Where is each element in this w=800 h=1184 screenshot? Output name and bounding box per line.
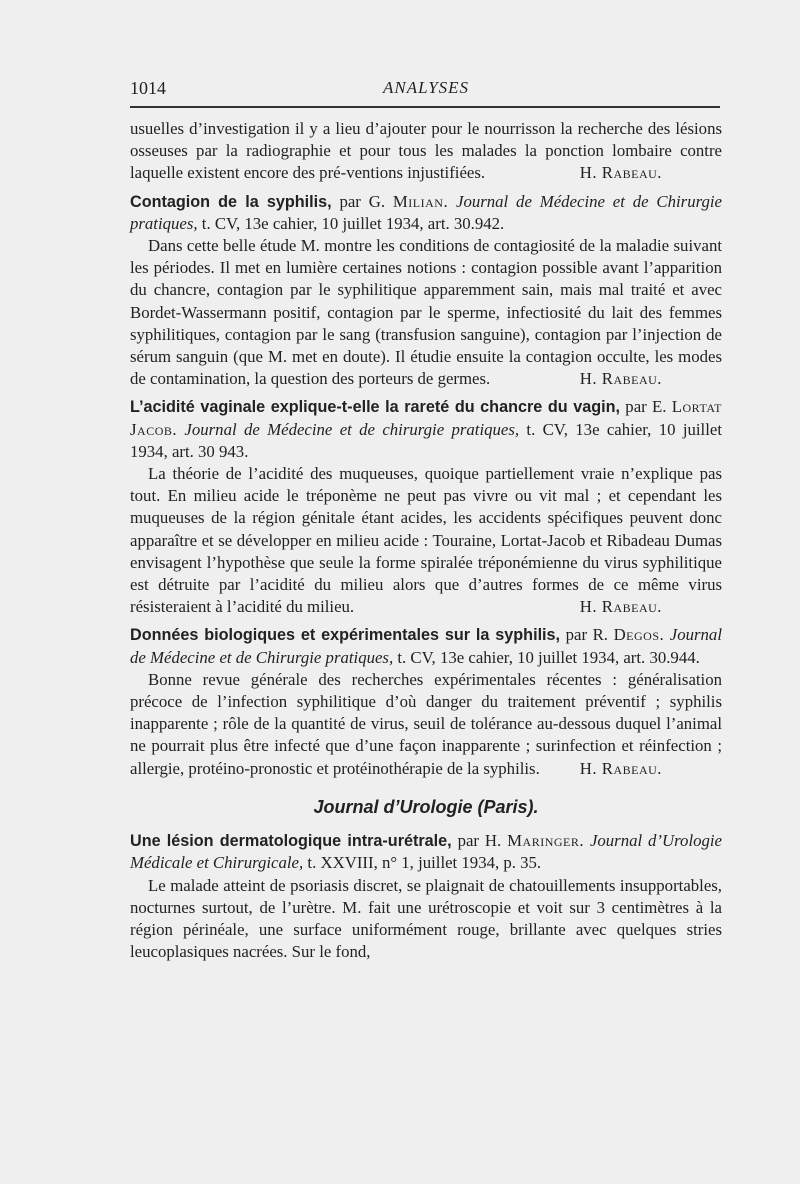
entry-journal: Journal d’Urologie Médicale et Chirurgicale, bbox=[130, 831, 722, 873]
entry-journal: Journal de Médecine et de Chirurgie pratiques, bbox=[130, 191, 722, 233]
intro-text: usuelles d’investigation il y a lieu d’ajouter pour le nourrisson la recherche des lésions osseuses par la radiographie et pour tous les malades la ponction lombaire contre laquelle existent encore des pré-ventions injustifiées. bbox=[130, 119, 722, 183]
entry-by: par H. bbox=[457, 831, 502, 851]
entry-body: La théorie de l’acidité des muqueuses, quoique partiellement vraie n’explique pas tout. En milieu acide le tréponème ne peut pas vivre ou vit mal ; et cependant les muqueuses de la région génitale étant acides, les accidents spécifiques peuvent donc apparaître et se développer en milieu acide : Touraine, Lortat-Jacob et Ribadeau Dumas envisagent l’hypothèse que seule la forme spiralée tréponémienne du virus syphilitique est détruite par l’acidité du milieu alors que d’autres formes de ce même virus résisteraient à l’acidité du milieu. bbox=[130, 464, 722, 617]
entry-title: Contagion de la syphilis, bbox=[130, 192, 332, 211]
entry-journal: Journal de Médecine et de Chirurgie pratiques, bbox=[130, 625, 722, 667]
entry-author: Lortat Jacob. bbox=[130, 397, 723, 439]
entry-author: Maringer. bbox=[507, 831, 585, 851]
section-heading: Journal d’Urologie (Paris). bbox=[313, 796, 539, 817]
signature: H. Rabeau. bbox=[579, 369, 662, 389]
entry-title: Une lésion dermatologique intra-urétrale, bbox=[130, 832, 452, 851]
abstract-entry-4 bbox=[130, 830, 722, 963]
entry-by: par R. bbox=[565, 625, 608, 645]
entry-journal: Journal de Médecine et de chirurgie pratiques, bbox=[184, 419, 520, 439]
entry-reference: t. CV, 13e cahier, 10 juillet 1934, art. 30.942. bbox=[201, 213, 505, 233]
entry-body: Le malade atteint de psoriasis discret, se plaignait de chatouillements insupportables, nocturnes surtout, de l’urètre. M. fait une urétroscopie et voit sur 3 centimètres à la région périnéale, une surface uniformément rouge, brillante avec quelques stries leucoplasiques nacrées. Sur le fond, bbox=[130, 875, 722, 962]
entry-author: Degos. bbox=[613, 625, 665, 645]
entry-body: Dans cette belle étude M. montre les conditions de contagiosité de la maladie suivant les périodes. Il met en lumière certaines notions : contagion possible avant l’apparition du chancre, contagion par le syphilitique apparemment sain, mais mal traité et avec Bordet-Wassermann positif, contagion par le sperme, infectiosité du lait des femmes syphilitiques, contagion par le sang (transfusion sanguine), contagion par l’injection de sérum sanguin (que M. met en doute). Il étudie ensuite la contagion occulte, les modes de contamination, la question des porteurs de germes. bbox=[130, 236, 722, 389]
entry-reference: t. CV, 13e cahier, 10 juillet 1934, art. 30 943. bbox=[130, 419, 722, 461]
entry-title: Données biologiques et expérimentales sur la syphilis, bbox=[130, 626, 561, 645]
signature: H. Rabeau. bbox=[579, 758, 662, 778]
abstract-entry-2 bbox=[130, 396, 722, 618]
abstract-entry-3 bbox=[130, 624, 722, 779]
abstract-entry-1 bbox=[130, 191, 722, 391]
signature: H. Rabeau. bbox=[579, 597, 662, 617]
entry-reference: t. CV, 13e cahier, 10 juillet 1934, art. 30.944. bbox=[397, 647, 700, 667]
entry-by: par G. bbox=[339, 191, 386, 211]
page-number: 1014 bbox=[130, 78, 166, 98]
entry-reference: t. XXVIII, n° 1, juillet 1934, p. 35. bbox=[307, 853, 542, 873]
entry-body: Bonne revue générale des recherches expérimentales récentes : généralisation précoce de l’infection syphilitique d’où danger du traitement préventif ; syphilis inapparente ; rôle de la quantité de virus, seuil de tolérance au-dessous duquel l’animal ne pourrait plus être infecté que d’une façon inapparente ; surinfection et réinfection ; allergie, protéino-pronostic et protéinothérapie de la syphilis. bbox=[130, 669, 722, 778]
running-head: ANALYSES bbox=[382, 78, 470, 97]
signature: H. Rabeau. bbox=[579, 163, 662, 183]
intro-paragraph bbox=[130, 118, 722, 185]
entry-by: par E. bbox=[625, 397, 667, 417]
page-body bbox=[130, 118, 722, 963]
page-header bbox=[130, 78, 722, 100]
entry-title: L’acidité vaginale explique-t-elle la rareté du chancre du vagin, bbox=[130, 398, 620, 417]
header-rule bbox=[130, 106, 720, 108]
entry-author: Milian. bbox=[392, 191, 449, 211]
